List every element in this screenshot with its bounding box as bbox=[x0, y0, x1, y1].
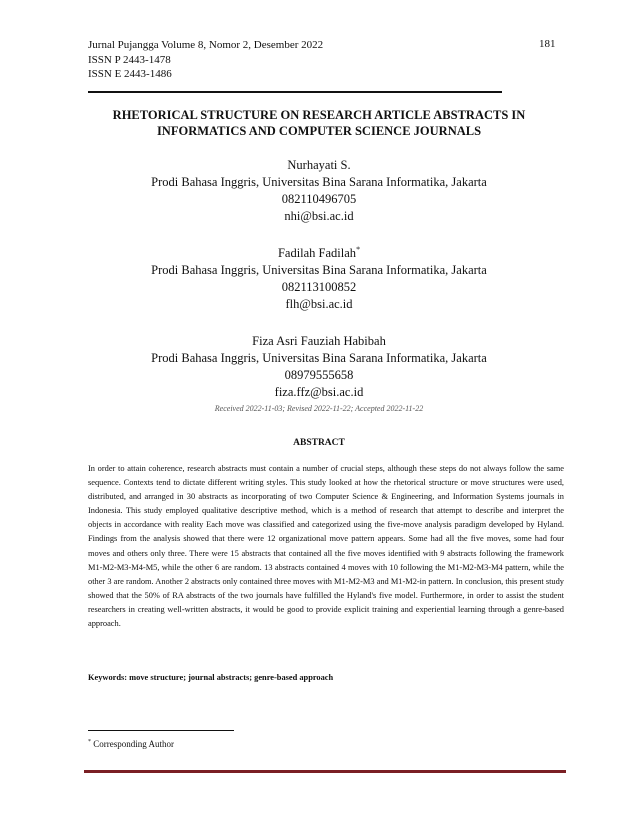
title-line-1: RHETORICAL STRUCTURE ON RESEARCH ARTICLE ABSTRACTS IN bbox=[112, 108, 526, 122]
author-email: flh@bsi.ac.id bbox=[285, 297, 353, 312]
footnote-text: Corresponding Author bbox=[91, 739, 174, 749]
author-block bbox=[60, 153, 578, 225]
footnote-mark: * bbox=[88, 739, 91, 745]
author-phone: 08979555658 bbox=[284, 368, 354, 383]
keywords: Keywords: move structure; journal abstracts; genre-based approach bbox=[88, 673, 334, 682]
footnote-divider bbox=[88, 730, 234, 731]
paper-title bbox=[60, 107, 578, 139]
footnote bbox=[88, 739, 174, 749]
author-phone: 082113100852 bbox=[281, 280, 357, 295]
footer-bar bbox=[84, 770, 566, 773]
author-email: fiza.ffz@bsi.ac.id bbox=[274, 385, 364, 400]
author-affiliation: Prodi Bahasa Inggris, Universitas Bina Sarana Informatika, Jakarta bbox=[151, 263, 487, 278]
author-block bbox=[60, 241, 578, 313]
issn-print: ISSN P 2443-1478 bbox=[88, 53, 171, 66]
journal-header bbox=[88, 38, 323, 82]
corresponding-mark: * bbox=[356, 245, 361, 255]
received-dates: Received 2022-11-03; Revised 2022-11-22; Accepted 2022-11-22 bbox=[214, 404, 424, 413]
author-phone: 082110496705 bbox=[281, 192, 357, 207]
page-number: 181 bbox=[539, 38, 556, 50]
author-email: nhi@bsi.ac.id bbox=[284, 209, 354, 224]
author-name: Fiza Asri Fauziah Habibah bbox=[252, 334, 386, 349]
abstract-body: In order to attain coherence, research abstracts must contain a number of crucial steps, although these steps do not always follow the same sequence. Contexts tend to dictate different writing styles. This study looked at how the rhetorical structure or move structures were used, distributed, and arranged in 30 abstracts as incorporating of two Computer Science & Engineering, and Information Systems journals in Indonesia. This study employed qualitative descriptive method, which is a method of research that attempt to describe and interpret the objects in accordance with reality Each move was classified and categorized using the five-move analysis paradigm developed by Hyland. Findings from the analysis showed that there were 12 organizational move pattern appears. Some had all the five moves, some had four moves and others only three. There were 15 abstracts that contained all the five moves identified with 9 abstracts following the framework M1-M2-M3-M4-M5, while the other 6 are random. 13 abstracts contained 4 moves with 10 following the M1-M2-M3-M4 pattern, while the other 3 are random. Another 2 abstracts only contained three moves with M1-M2-M3 and M1-M2-in pattern. In conclusion, this present study showed that the 50% of RA abstracts of the two journals have fulfilled the Hyland's five model. Furthermore, in order to assist the student researchers in creating well-written abstracts, it would be good to provide explicit training and experiential learning through a genre-based approach. bbox=[88, 464, 564, 629]
title-line-2: INFORMATICS AND COMPUTER SCIENCE JOURNALS bbox=[156, 124, 482, 138]
issn-electronic: ISSN E 2443-1486 bbox=[88, 68, 172, 80]
journal-line: Jurnal Pujangga Volume 8, Nomor 2, Desember 2022 bbox=[88, 39, 324, 51]
abstract-heading: ABSTRACT bbox=[293, 438, 345, 448]
author-affiliation: Prodi Bahasa Inggris, Universitas Bina Sarana Informatika, Jakarta bbox=[151, 175, 487, 190]
author-name: Fadilah Fadilah* bbox=[277, 245, 361, 261]
author-list bbox=[60, 153, 578, 417]
author-block bbox=[60, 329, 578, 401]
author-affiliation: Prodi Bahasa Inggris, Universitas Bina Sarana Informatika, Jakarta bbox=[151, 351, 487, 366]
header-divider bbox=[88, 91, 502, 93]
author-name: Nurhayati S. bbox=[287, 158, 351, 173]
